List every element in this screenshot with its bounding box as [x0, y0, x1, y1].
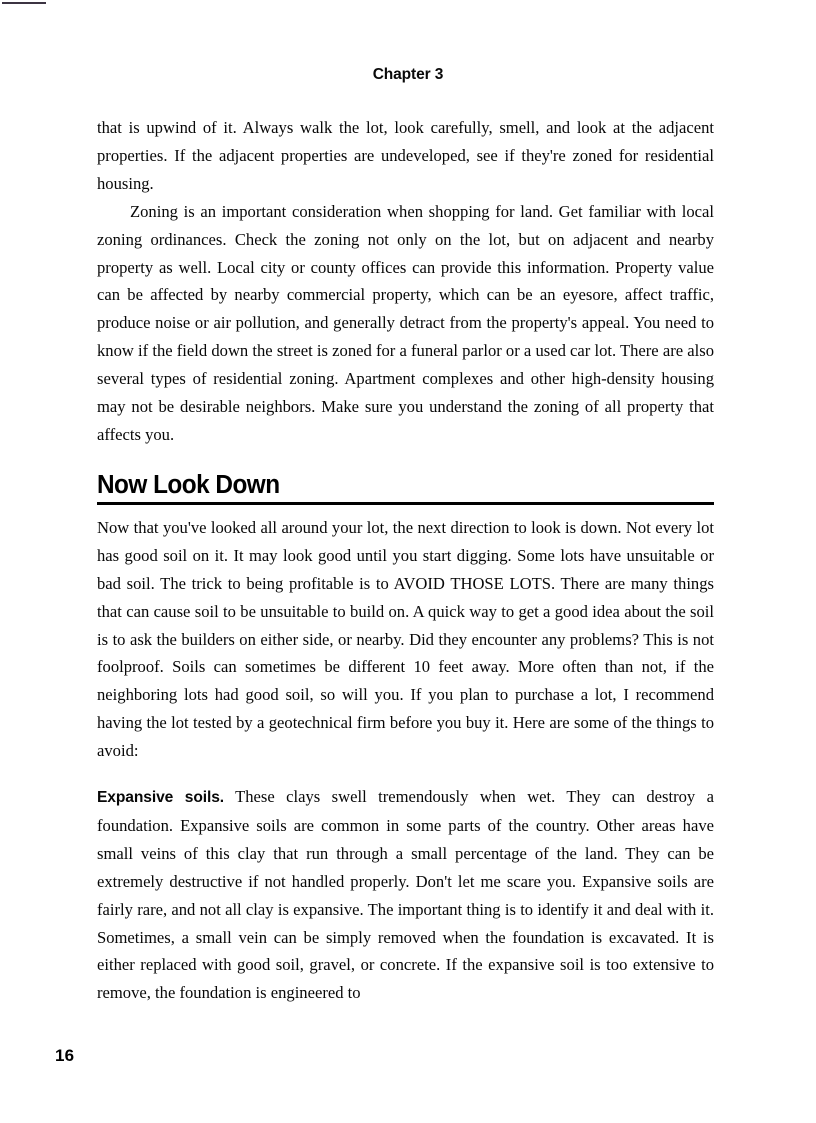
run-in-heading-expansive-soils: Expansive soils.	[97, 789, 225, 807]
running-head-chapter: Chapter 3	[372, 66, 444, 83]
paragraph-expansive-soils	[97, 783, 714, 1007]
page-number: 16	[55, 1046, 75, 1065]
section-heading-block	[97, 470, 714, 505]
section-heading-now-look-down: Now Look Down	[97, 470, 280, 499]
section-heading-rule	[97, 502, 714, 505]
paragraph-expansive-soils-body: These clays swell tremendously when wet. They can destroy a foundation. Expansive soils are common in some parts of the country. Other areas have small veins of this clay that run through a small percentage of the land. They can be extremely destructive if not handled properly. Don't let me scare you. Expansive soils are fairly rare, and not all clay is expansive. The important thing is to identify it and deal with it. Sometimes, a small vein can be simply removed when the foundation is excavated. It is either replaced with good soil, gravel, or concrete. If the expansive soil is too extensive to remove, the foundation is engineered to	[97, 787, 714, 1003]
paragraph-now-look-down: Now that you've looked all around your lot, the next direction to look is down. Not every lot has good soil on it. It may look good until you start digging. Some lots have unsuitable or bad soil. The trick to being profitable is to AVOID THOSE LOTS. There are many things that can cause soil to be unsuitable to build on. A quick way to get a good idea about the soil is to ask the builders on either side, or nearby. Did they encounter any problems? This is not foolproof. Soils can sometimes be different 10 feet away. More often than not, if the neighboring lots had good soil, so will you. If you plan to purchase a lot, I recommend having the lot tested by a geotechnical firm before you buy it. Here are some of the things to avoid:	[97, 517, 714, 761]
paragraph-continuation: that is upwind of it. Always walk the lot, look carefully, smell, and look at the adjacent properties. If the adjacent properties are undeveloped, see if they're zoned for residential housing.	[97, 118, 714, 193]
paragraph-zoning: Zoning is an important consideration when shopping for land. Get familiar with local zoning ordinances. Check the zoning not only on the lot, but on adjacent and nearby property as well. Local city or county offices can provide this information. Property value can be affected by nearby commercial property, which can be an eyesore, affect traffic, produce noise or air pollution, and generally detract from the property's appeal. You need to know if the field down the street is zoned for a funeral parlor or a used car lot. There are also several types of residential zoning. Apartment complexes and other high-density housing may not be desirable neighbors. Make sure you understand the zoning of all property that affects you.	[97, 201, 714, 444]
paragraph-spacer	[97, 765, 714, 783]
text-column	[97, 114, 714, 1007]
